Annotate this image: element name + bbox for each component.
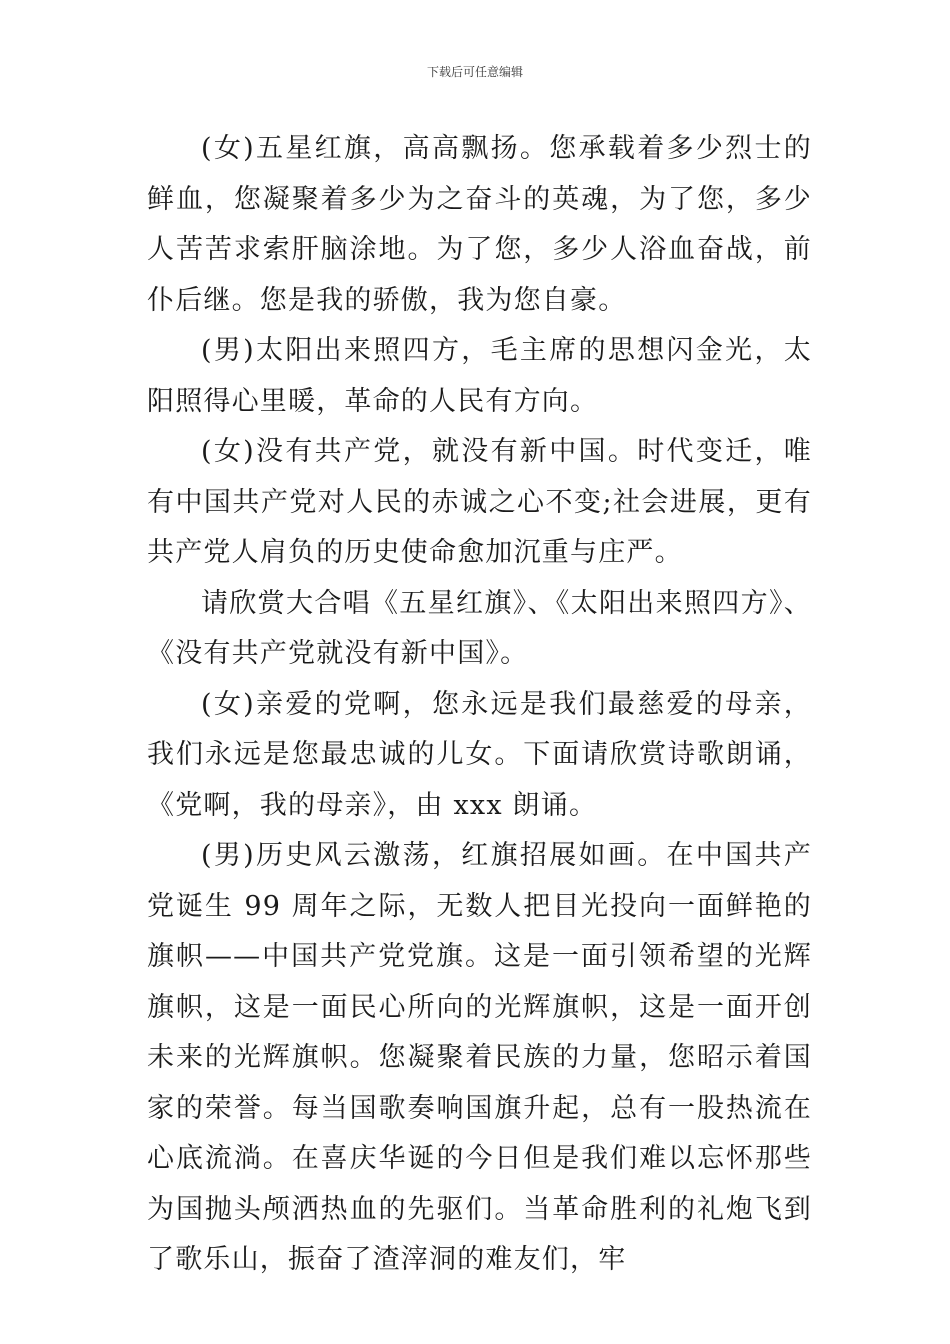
page-header: 下载后可任意编辑 — [426, 65, 523, 79]
paragraph-1: (女)五星红旗，高高飘扬。您承载着多少烈士的鲜血，您凝聚着多少为之奋斗的英魂，为了您，多少人苦苦求索肝脑涂地。为了您，多少人浴血奋战，前仆后继。您是我的骄傲，我为您自豪。 — [147, 133, 812, 316]
paragraph-4: 请欣赏大合唱《五星红旗》、《太阳出来照四方》、《没有共产党就没有新中国》。 — [147, 587, 812, 669]
paragraph-6: (男)历史风云激荡，红旗招展如画。在中国共产党诞生 99 周年之际，无数人把目光投向一面鲜艳的旗帜——中国共产党党旗。这是一面引领希望的光辉旗帜，这是一面民心所向的光辉旗帜，这是一面开创未来的光辉旗帜。您凝聚着民族的力量，您昭示着国家的荣誉。每当国歌奏响国旗升起，总有一股热流在心底流淌。在喜庆华诞的今日但是我们难以忘怀那些为国抛头颅洒热血的先驱们。当革命胜利的礼炮飞到了歌乐山，振奋了渣滓洞的难友们，牢 — [147, 840, 812, 1275]
paragraph-5: (女)亲爱的党啊，您永远是我们最慈爱的母亲，我们永远是您最忠诚的儿女。下面请欣赏诗歌朗诵，《党啊，我的母亲》，由 xxx 朗诵。 — [147, 688, 812, 821]
document-body — [147, 124, 812, 1286]
paragraph-2: (男)太阳出来照四方，毛主席的思想闪金光，太阳照得心里暖，革命的人民有方向。 — [147, 335, 812, 417]
paragraph-3: (女)没有共产党，就没有新中国。时代变迁，唯有中国共产党对人民的赤诚之心不变;社会进展，更有共产党人肩负的历史使命愈加沉重与庄严。 — [147, 436, 812, 568]
